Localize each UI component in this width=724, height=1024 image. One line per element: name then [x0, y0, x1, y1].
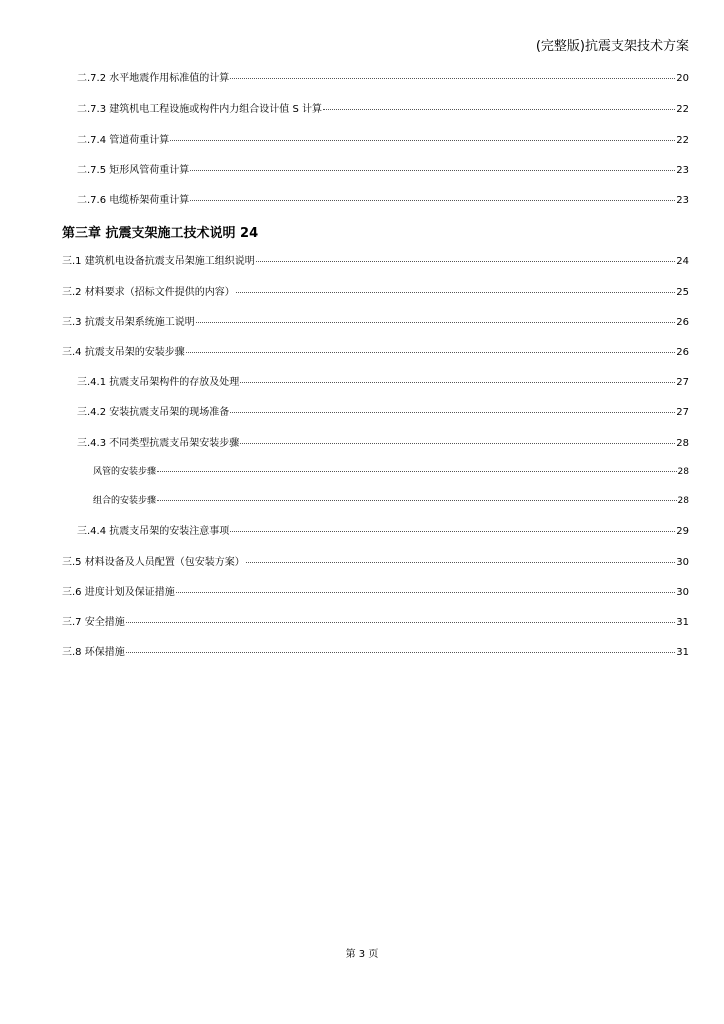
toc-entry-label: 组合的安装步骤 [93, 496, 157, 506]
toc-entry-label: 三.5 材料设备及人员配置（包安装方案） [62, 557, 245, 568]
toc-entry-page: 27 [676, 407, 689, 418]
document-header-title: (完整版)抗震支架技术方案 [535, 39, 689, 54]
toc-entry[interactable] [62, 283, 689, 299]
toc-leader-dots [186, 352, 676, 353]
toc-entry-page: 22 [676, 104, 689, 115]
toc-entry-label: 三.4 抗震支吊架的安装步骤 [62, 347, 185, 358]
toc-entry[interactable] [62, 313, 689, 329]
toc-entry-label: 二.7.6 电缆桥架荷重计算 [77, 195, 190, 206]
toc-entry-page: 20 [676, 73, 689, 84]
toc-entry-label: 二.7.5 矩形风管荷重计算 [77, 165, 190, 176]
toc-entry-label: 三.7 安全措施 [62, 617, 125, 628]
toc-entry-label: 三.2 材料要求（招标文件提供的内容） [62, 287, 235, 298]
toc-entry[interactable] [62, 343, 689, 359]
toc-entry[interactable] [62, 643, 689, 659]
toc-entry-label: 风管的安装步骤 [93, 467, 157, 477]
toc-entry-page: 30 [676, 587, 689, 598]
toc-entry[interactable] [77, 373, 689, 389]
toc-entry-label: 三.4.2 安装抗震支吊架的现场准备 [77, 407, 230, 418]
toc-entry-page: 24 [676, 256, 689, 267]
toc-entry[interactable] [93, 493, 689, 509]
toc-entry-page: 31 [676, 647, 689, 658]
toc-leader-dots [157, 500, 677, 501]
toc-leader-dots [236, 292, 676, 293]
toc-leader-dots [323, 109, 675, 110]
toc-entry-page: 23 [676, 165, 689, 176]
toc-entry-page: 27 [676, 377, 689, 388]
toc-entry[interactable] [77, 522, 689, 538]
toc-leader-dots [240, 382, 675, 383]
toc-entry[interactable] [62, 553, 689, 569]
toc-leader-dots [190, 170, 675, 171]
toc-entry[interactable] [77, 403, 689, 419]
toc-leader-dots [230, 531, 675, 532]
toc-leader-dots [256, 261, 676, 262]
toc-entry-page: 23 [676, 195, 689, 206]
toc-entry-label: 三.4.3 不同类型抗震支吊架安装步骤 [77, 438, 240, 449]
toc-entry-label: 二.7.4 管道荷重计算 [77, 135, 170, 146]
toc-entry-label: 三.3 抗震支吊架系统施工说明 [62, 317, 195, 328]
toc-entry[interactable] [77, 434, 689, 450]
toc-entry[interactable] [77, 69, 689, 85]
toc-entry-page: 29 [676, 526, 689, 537]
toc-leader-dots [246, 562, 676, 563]
toc-entry-label: 二.7.2 水平地震作用标准值的计算 [77, 73, 230, 84]
toc-entry-label: 三.6 进度计划及保证措施 [62, 587, 175, 598]
toc-leader-dots [196, 322, 676, 323]
toc-entry[interactable] [62, 252, 689, 268]
toc-leader-dots [190, 200, 675, 201]
toc-entry-page: 30 [676, 557, 689, 568]
toc-entry[interactable] [77, 191, 689, 207]
toc-leader-dots [176, 592, 676, 593]
toc-entry-label: 三.4.1 抗震支吊架构件的存放及处理 [77, 377, 240, 388]
toc-entry[interactable] [62, 583, 689, 599]
toc-entry-page: 22 [676, 135, 689, 146]
toc-entry-page: 31 [676, 617, 689, 628]
toc-entry[interactable] [77, 161, 689, 177]
toc-leader-dots [126, 652, 676, 653]
toc-leader-dots [230, 78, 675, 79]
toc-leader-dots [240, 443, 675, 444]
toc-leader-dots [230, 412, 675, 413]
page-number-footer: 第 3 页 [345, 949, 379, 960]
toc-entry-label: 三.8 环保措施 [62, 647, 125, 658]
toc-entry-page: 28 [677, 467, 689, 477]
toc-leader-dots [170, 140, 675, 141]
toc-entry[interactable] [77, 131, 689, 147]
chapter-heading[interactable]: 第三章 抗震支架施工技术说明 24 [62, 226, 259, 241]
toc-entry-page: 28 [677, 496, 689, 506]
toc-entry-label: 二.7.3 建筑机电工程设施或构件内力组合设计值 S 计算 [77, 104, 322, 115]
toc-entry-page: 25 [676, 287, 689, 298]
toc-entry[interactable] [93, 464, 689, 480]
toc-entry-page: 26 [676, 317, 689, 328]
toc-entry-page: 28 [676, 438, 689, 449]
toc-entry-page: 26 [676, 347, 689, 358]
toc-leader-dots [126, 622, 676, 623]
toc-entry-label: 三.1 建筑机电设备抗震支吊架施工组织说明 [62, 256, 255, 267]
toc-entry[interactable] [62, 613, 689, 629]
toc-entry[interactable] [77, 100, 689, 116]
toc-leader-dots [157, 471, 677, 472]
toc-entry-label: 三.4.4 抗震支吊架的安装注意事项 [77, 526, 230, 537]
